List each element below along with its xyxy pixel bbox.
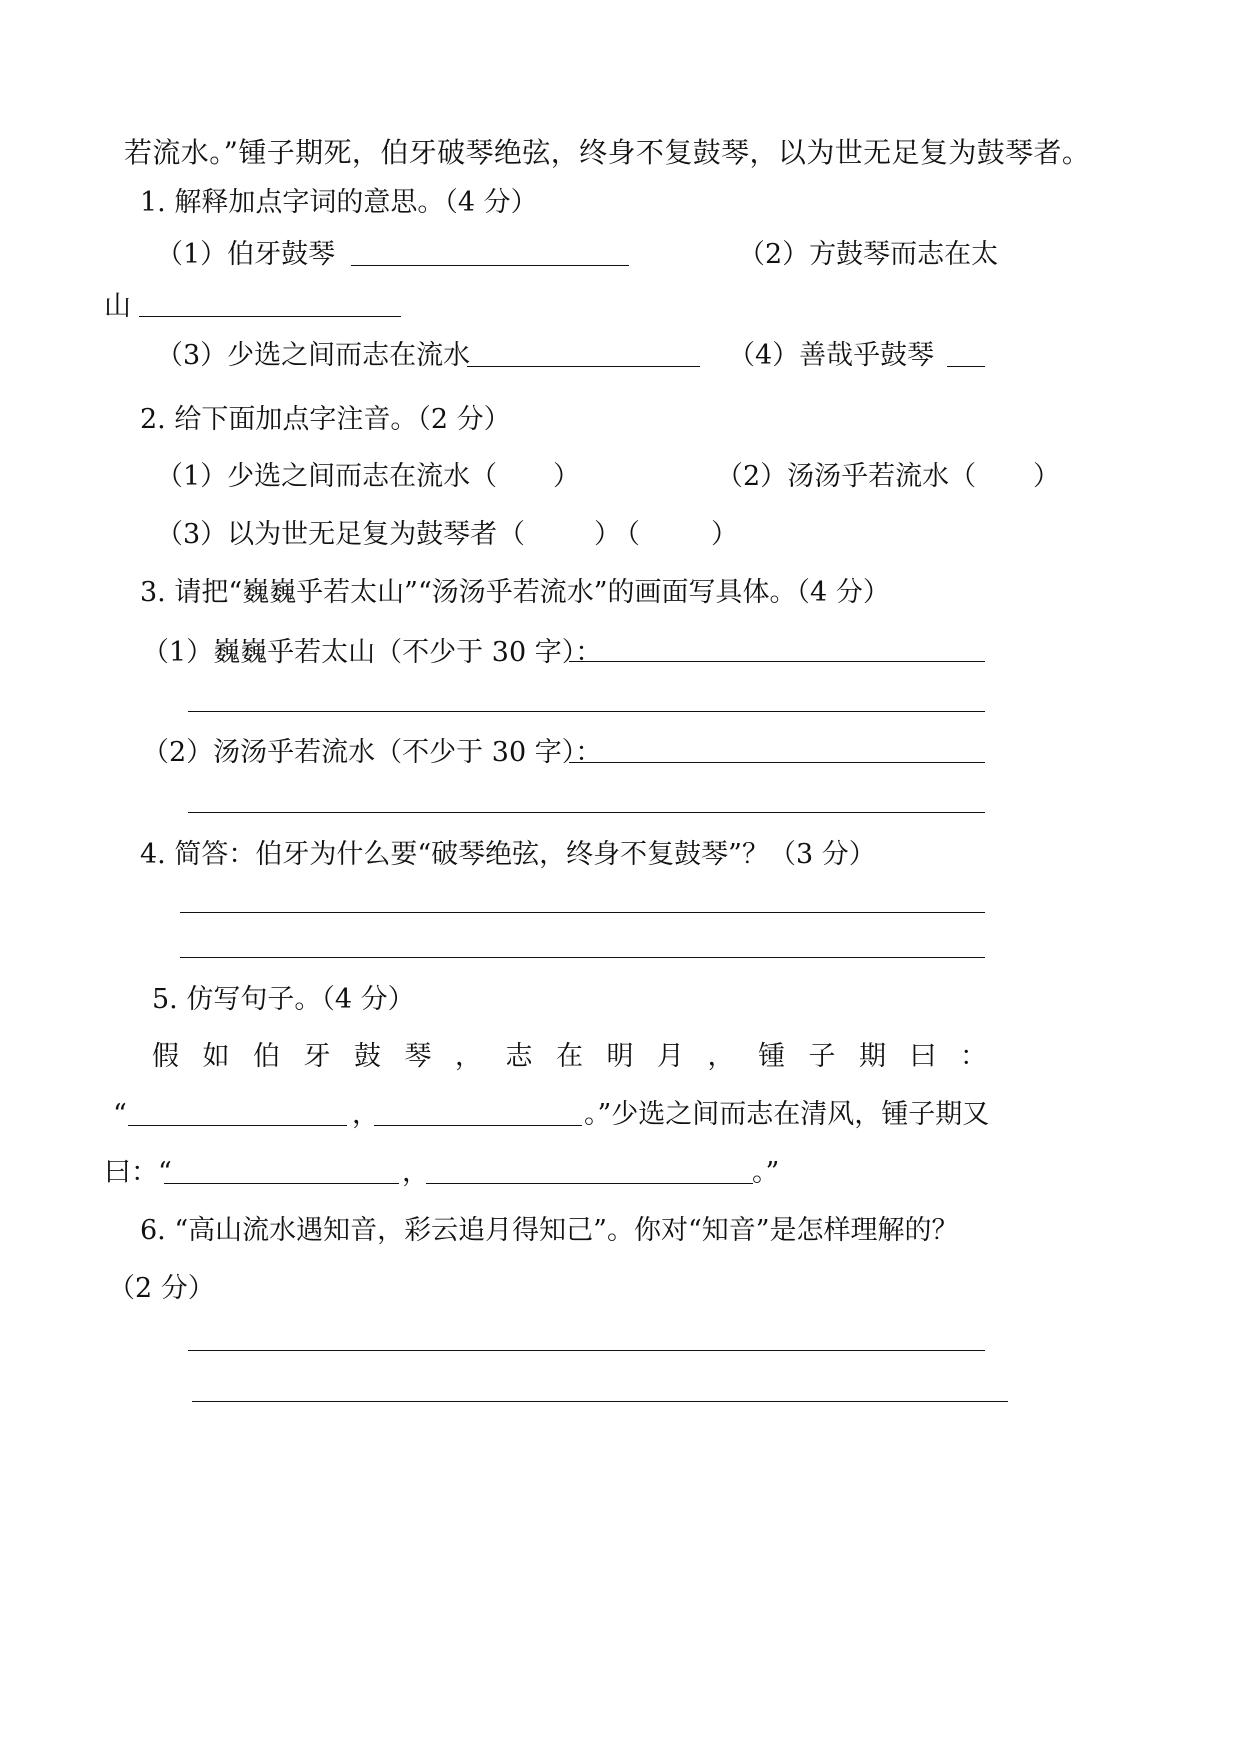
q5-comma-2: ， — [402, 1157, 429, 1188]
q1-item2-answer-line[interactable] — [139, 316, 401, 317]
q2-item3-p2-open: （ — [613, 519, 640, 550]
q2-item2-close: ） — [1033, 461, 1060, 492]
q5-sentence-char: 子 — [808, 1041, 836, 1072]
q1-item2: （2）方鼓琴而志在太 — [738, 239, 999, 270]
q4-answer-line-1[interactable] — [180, 912, 985, 913]
q2-item3-p2-close: ） — [711, 519, 738, 550]
q5-mid-text: 。”少选之间而志在清风，锺子期又 — [584, 1099, 990, 1130]
q2-item3-p1-close: ） — [594, 519, 621, 550]
q5-end-text: 。” — [752, 1157, 780, 1188]
q1-item3: （3）少选之间而志在流水 — [156, 340, 471, 371]
q5-sentence-char: 曰 — [909, 1041, 937, 1072]
q5-sentence-char: 琴 — [404, 1041, 432, 1072]
q5-sentence-char: 牙 — [303, 1041, 331, 1072]
q5-comma-1: ， — [352, 1099, 379, 1130]
q2-item3-p1-open: （ — [498, 519, 525, 550]
q5-sentence-char: ， — [455, 1041, 482, 1072]
q3-item2-answer-line[interactable] — [569, 762, 985, 763]
q6-title: 6. “高山流水遇知音，彩云追月得知己”。你对“知音”是怎样理解的？ — [140, 1215, 959, 1246]
q5-blank-1[interactable] — [128, 1125, 347, 1126]
q2-item2: （2）汤汤乎若流水（ — [716, 461, 977, 492]
q4-answer-line-2[interactable] — [180, 957, 985, 958]
q1-item4-answer-line[interactable] — [947, 366, 985, 367]
q3-title: 3. 请把“巍巍乎若太山”“汤汤乎若流水”的画面写具体。（4 分） — [140, 577, 890, 608]
q5-sentence-char: 如 — [202, 1041, 230, 1072]
q3-item1-answer-line-2[interactable] — [188, 711, 985, 712]
q5-sentence-char: 伯 — [253, 1041, 280, 1072]
q5-sentence-char: 锺 — [758, 1041, 785, 1072]
q2-title: 2. 给下面加点字注音。（2 分） — [140, 404, 511, 435]
q6-answer-line-2[interactable] — [192, 1401, 1008, 1402]
q5-sentence-char: 鼓 — [354, 1041, 381, 1072]
q2-item1: （1）少选之间而志在流水（ — [156, 461, 498, 492]
q5-sentence-line1 — [152, 1040, 987, 1074]
q5-sentence-char: 月 — [657, 1041, 684, 1072]
q2-item1-close: ） — [553, 461, 580, 492]
q5-sentence-char: 期 — [859, 1041, 886, 1072]
q5-blank-2[interactable] — [374, 1125, 582, 1126]
q5-blank-3[interactable] — [164, 1183, 399, 1184]
q1-item1-answer-line[interactable] — [351, 265, 629, 266]
q5-sentence-char: 明 — [606, 1041, 634, 1072]
q5-blank-4[interactable] — [426, 1183, 753, 1184]
q6-answer-line-1[interactable] — [188, 1350, 985, 1351]
q5-sentence-char: ， — [707, 1041, 735, 1072]
q3-item2-answer-line-2[interactable] — [188, 812, 985, 813]
passage-last-line: 若流水。”锺子期死，伯牙破琴绝弦，终身不复鼓琴，以为世无足复为鼓琴者。 — [124, 136, 1091, 169]
q5-sentence-char: 在 — [556, 1041, 583, 1072]
q5-sentence-char: 志 — [505, 1041, 533, 1072]
q6-score: （2 分） — [108, 1273, 215, 1304]
q1-item4: （4）善哉乎鼓琴 — [728, 340, 935, 371]
q3-item2: （2）汤汤乎若流水（不少于 30 字）： — [142, 737, 603, 768]
q5-open-quote: “ — [113, 1099, 127, 1130]
q1-item2-cont: 山 — [104, 291, 131, 322]
q1-item3-answer-line[interactable] — [467, 366, 700, 367]
q4-title: 4. 简答：伯牙为什么要“破琴绝弦，终身不复鼓琴”？（3 分） — [140, 839, 876, 870]
q2-item3: （3）以为世无足复为鼓琴者 — [156, 519, 498, 550]
q1-title: 1. 解释加点字词的意思。（4 分） — [140, 187, 538, 218]
q5-sentence-char: 假 — [152, 1041, 179, 1072]
q5-sentence-char: ： — [960, 1041, 987, 1072]
q3-item1: （1）巍巍乎若太山（不少于 30 字）： — [142, 637, 603, 668]
q1-item1: （1）伯牙鼓琴 — [156, 239, 336, 270]
q5-line3-start: 曰：“ — [104, 1157, 172, 1188]
q5-title: 5. 仿写句子。（4 分） — [152, 984, 415, 1015]
q3-item1-answer-line[interactable] — [569, 661, 985, 662]
